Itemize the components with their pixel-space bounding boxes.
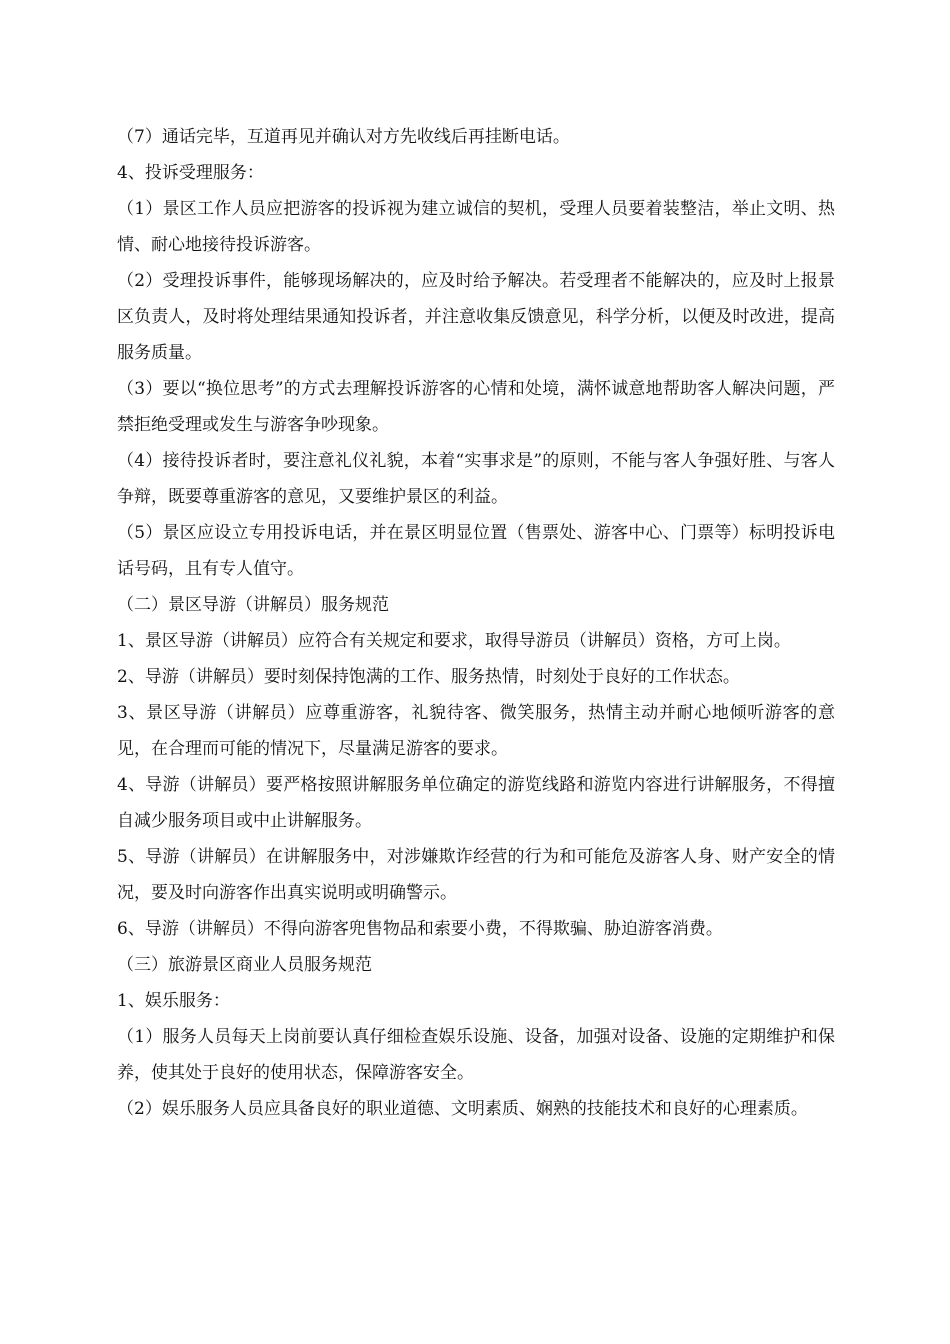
paragraph-guide-6: 6、导游（讲解员）不得向游客兜售物品和索要小费，不得欺骗、胁迫游客消费。 [117, 919, 723, 939]
paragraph-complaint-4: （4）接待投诉者时，要注意礼仪礼貌，本着“实事求是”的原则，不能与客人争强好胜、与客人争辩，既要尊重游客的意见，又要维护景区的利益。 [117, 451, 835, 507]
paragraph-guide-3: 3、景区导游（讲解员）应尊重游客，礼貌待客、微笑服务，热情主动并耐心地倾听游客的意见，在合理而可能的情况下，尽量满足游客的要求。 [117, 703, 835, 759]
paragraph-complaint-3: （3）要以“换位思考”的方式去理解投诉游客的心情和处境，满怀诚意地帮助客人解决问题，严禁拒绝受理或发生与游客争吵现象。 [117, 379, 835, 435]
paragraph-guide-4: 4、导游（讲解员）要严格按照讲解服务单位确定的游览线路和游览内容进行讲解服务，不得擅自减少服务项目或中止讲解服务。 [117, 775, 835, 831]
heading-entertainment-service: 1、娱乐服务： [117, 991, 230, 1011]
paragraph-complaint-1: （1）景区工作人员应把游客的投诉视为建立诚信的契机，受理人员要着装整洁，举止文明、热情、耐心地接待投诉游客。 [117, 199, 835, 255]
paragraph-guide-2: 2、导游（讲解员）要时刻保持饱满的工作、服务热情，时刻处于良好的工作状态。 [117, 667, 740, 687]
section-heading-guide: （二）景区导游（讲解员）服务规范 [117, 595, 389, 615]
section-heading-commerce: （三）旅游景区商业人员服务规范 [117, 955, 372, 975]
paragraph-guide-1: 1、景区导游（讲解员）应符合有关规定和要求，取得导游员（讲解员）资格，方可上岗。 [117, 631, 791, 651]
paragraph-complaint-2: （2）受理投诉事件，能够现场解决的，应及时给予解决。若受理者不能解决的，应及时上报景区负责人，及时将处理结果通知投诉者，并注意收集反馈意见，科学分析，以便及时改进，提高服务质量。 [117, 271, 835, 363]
paragraph-guide-5: 5、导游（讲解员）在讲解服务中，对涉嫌欺诈经营的行为和可能危及游客人身、财产安全的情况，要及时向游客作出真实说明或明确警示。 [117, 847, 835, 903]
paragraph-entertainment-2: （2）娱乐服务人员应具备良好的职业道德、文明素质、娴熟的技能技术和良好的心理素质。 [117, 1099, 808, 1119]
document-body [117, 119, 835, 1127]
paragraph-entertainment-1: （1）服务人员每天上岗前要认真仔细检查娱乐设施、设备，加强对设备、设施的定期维护和保养，使其处于良好的使用状态，保障游客安全。 [117, 1027, 835, 1083]
paragraph-complaint-5: （5）景区应设立专用投诉电话，并在景区明显位置（售票处、游客中心、门票等）标明投诉电话号码，且有专人值守。 [117, 523, 835, 579]
heading-complaint-service: 4、投诉受理服务： [117, 163, 264, 183]
paragraph-call-end: （7）通话完毕，互道再见并确认对方先收线后再挂断电话。 [117, 127, 570, 147]
